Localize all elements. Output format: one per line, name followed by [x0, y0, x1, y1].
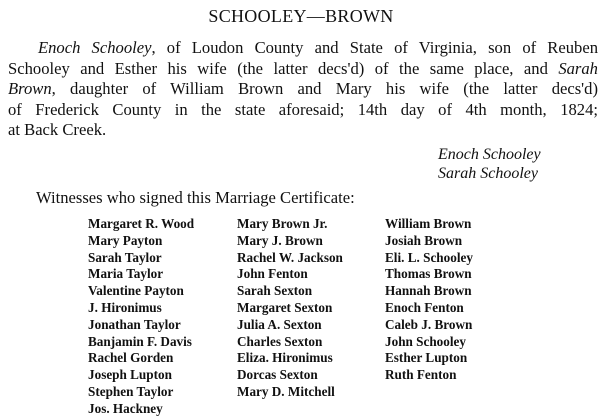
witness-name: Maria Taylor [88, 266, 164, 282]
witness-name: Jos. Hackney [88, 400, 163, 416]
witness-name: Eliza. Hironimus [237, 350, 333, 366]
witness-name: Stephen Taylor [88, 383, 174, 399]
witness-name: John Fenton [237, 266, 308, 282]
witness-name: Joseph Lupton [88, 367, 172, 383]
witness-name: Sarah Taylor [88, 249, 162, 265]
witness-name: Charles Sexton [237, 333, 323, 349]
witness-name: Sarah Sexton [237, 283, 313, 299]
paragraph-line-2 [8, 59, 598, 80]
paragraph-line-1 [8, 38, 598, 59]
witness-column-1 [88, 216, 194, 418]
witness-name: Enoch Fenton [385, 299, 464, 315]
witness-name: Margaret Sexton [237, 299, 333, 315]
witness-name: Valentine Payton [88, 283, 184, 299]
witness-name: Rachel Gorden [88, 350, 174, 366]
paragraph-line-5: at Back Creek. [8, 120, 107, 139]
witness-name: Dorcas Sexton [237, 367, 318, 383]
witnesses-heading: Witnesses who signed this Marriage Certificate: [36, 188, 355, 207]
bride-first-name: Sarah [558, 58, 598, 78]
bride-last-name: Brown [8, 79, 52, 98]
witness-name: Mary Payton [88, 232, 163, 248]
paragraph-text: , daughter of William Brown and Mary his wife (the latter decs'd) [51, 79, 598, 98]
page-title: SCHOOLEY—BROWN [208, 6, 394, 26]
paragraph-line-3 [8, 79, 598, 100]
signature-groom: Enoch Schooley [438, 146, 541, 163]
witness-name: Eli. L. Schooley [385, 249, 473, 265]
paragraph-line-4: of Frederick County in the state aforesaid; 14th day of 4th month, 1824; [8, 99, 598, 119]
paragraph-text: Schooley and Esther his wife (the latter decs'd) of the same place, and [8, 58, 548, 78]
paragraph-text: , of Loudon County and State of Virginia, son of Reuben [151, 38, 598, 57]
witness-name: Mary J. Brown [237, 232, 323, 248]
witness-column-2 [237, 216, 343, 401]
witness-name: J. Hironimus [88, 299, 162, 315]
witness-name: Josiah Brown [385, 232, 463, 248]
signature-bride: Sarah Schooley [438, 165, 538, 182]
witness-name: Thomas Brown [385, 266, 472, 282]
witness-column-3 [385, 216, 473, 384]
witness-name: Margaret R. Wood [88, 216, 195, 231]
groom-name: Enoch Schooley [38, 38, 152, 57]
witness-name: Ruth Fenton [385, 367, 457, 383]
certificate-paragraph [8, 38, 598, 141]
witness-name: William Brown [385, 216, 472, 231]
witness-name: Jonathan Taylor [88, 316, 181, 332]
witness-name: Julia A. Sexton [237, 316, 322, 332]
witness-name: Esther Lupton [385, 350, 468, 366]
witness-name: Caleb J. Brown [385, 316, 473, 332]
witness-name: Mary Brown Jr. [237, 216, 328, 231]
witness-name: Mary D. Mitchell [237, 383, 335, 399]
witness-name: Hannah Brown [385, 283, 472, 299]
witness-name: John Schooley [385, 333, 466, 349]
witness-name: Banjamin F. Davis [88, 333, 192, 349]
witness-name: Rachel W. Jackson [237, 249, 343, 265]
